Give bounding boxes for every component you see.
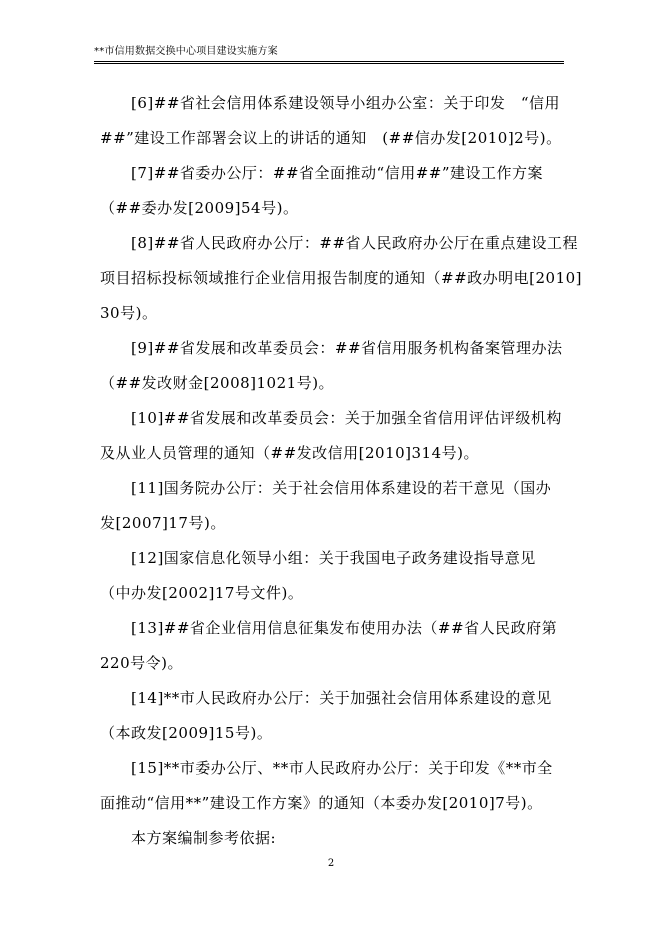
reference-item-10 xyxy=(100,401,570,471)
reference-line: [11]国务院办公厅：关于社会信用体系建设的若干意见（国办 xyxy=(131,479,552,497)
reference-line: [12]国家信息化领导小组：关于我国电子政务建设指导意见 xyxy=(131,549,536,567)
reference-item-9 xyxy=(100,331,570,401)
reference-line: （本政发[2009]15号)。 xyxy=(100,724,273,742)
reference-line: 面推动“信用**”建设工作方案》的通知（本委办发[2010]7号)。 xyxy=(100,794,543,812)
reference-line: [9]##省发展和改革委员会：##省信用服务机构备案管理办法 xyxy=(131,339,563,357)
header-rule-double xyxy=(94,63,564,64)
reference-line: 发[2007]17号)。 xyxy=(100,514,226,532)
running-header: **市信用数据交换中心项目建设实施方案 xyxy=(94,46,278,57)
document-body xyxy=(100,86,583,856)
reference-line: [10]##省发展和改革委员会：关于加强全省信用评估评级机构 xyxy=(131,409,562,427)
reference-line: 项目招标投标领域推行企业信用报告制度的通知（##政办明电[2010] xyxy=(100,269,583,287)
header-rule xyxy=(94,61,564,62)
reference-item-14 xyxy=(100,681,570,751)
reference-line: （中办发[2002]17号文件)。 xyxy=(100,584,304,602)
reference-item-7 xyxy=(100,156,570,226)
reference-line: [13]##省企业信用信息征集发布使用办法（##省人民政府第 xyxy=(131,619,558,637)
reference-line: （##委办发[2009]54号)。 xyxy=(100,199,299,217)
reference-line: 30号)。 xyxy=(100,304,158,322)
reference-line: [8]##省人民政府办公厅：##省人民政府办公厅在重点建设工程 xyxy=(131,234,579,252)
reference-line: [15]**市委办公厅、**市人民政府办公厅：关于印发《**市全 xyxy=(131,759,553,777)
reference-line: 及从业人员管理的通知（##发改信用[2010]314号)。 xyxy=(100,444,479,462)
reference-line: [6]##省社会信用体系建设领导小组办公室：关于印发 “信用 xyxy=(131,94,561,112)
reference-line: ##”建设工作部署会议上的讲话的通知 (##信办发[2010]2号)。 xyxy=(100,129,562,147)
reference-line: （##发改财金[2008]1021号)。 xyxy=(100,374,335,392)
reference-item-6 xyxy=(100,86,570,156)
reference-line: [14]**市人民政府办公厅：关于加强社会信用体系建设的意见 xyxy=(131,689,552,707)
reference-item-11 xyxy=(100,471,570,541)
reference-line: 220号令)。 xyxy=(100,654,183,672)
reference-item-15 xyxy=(100,751,570,821)
page-number: 2 xyxy=(327,858,335,869)
reference-line: [7]##省委办公厅：##省全面推动“信用##”建设工作方案 xyxy=(131,164,543,182)
reference-item-8 xyxy=(100,226,583,331)
reference-item-13 xyxy=(100,611,570,681)
reference-item-12 xyxy=(100,541,570,611)
closing-paragraph: 本方案编制参考依据: xyxy=(131,829,277,847)
